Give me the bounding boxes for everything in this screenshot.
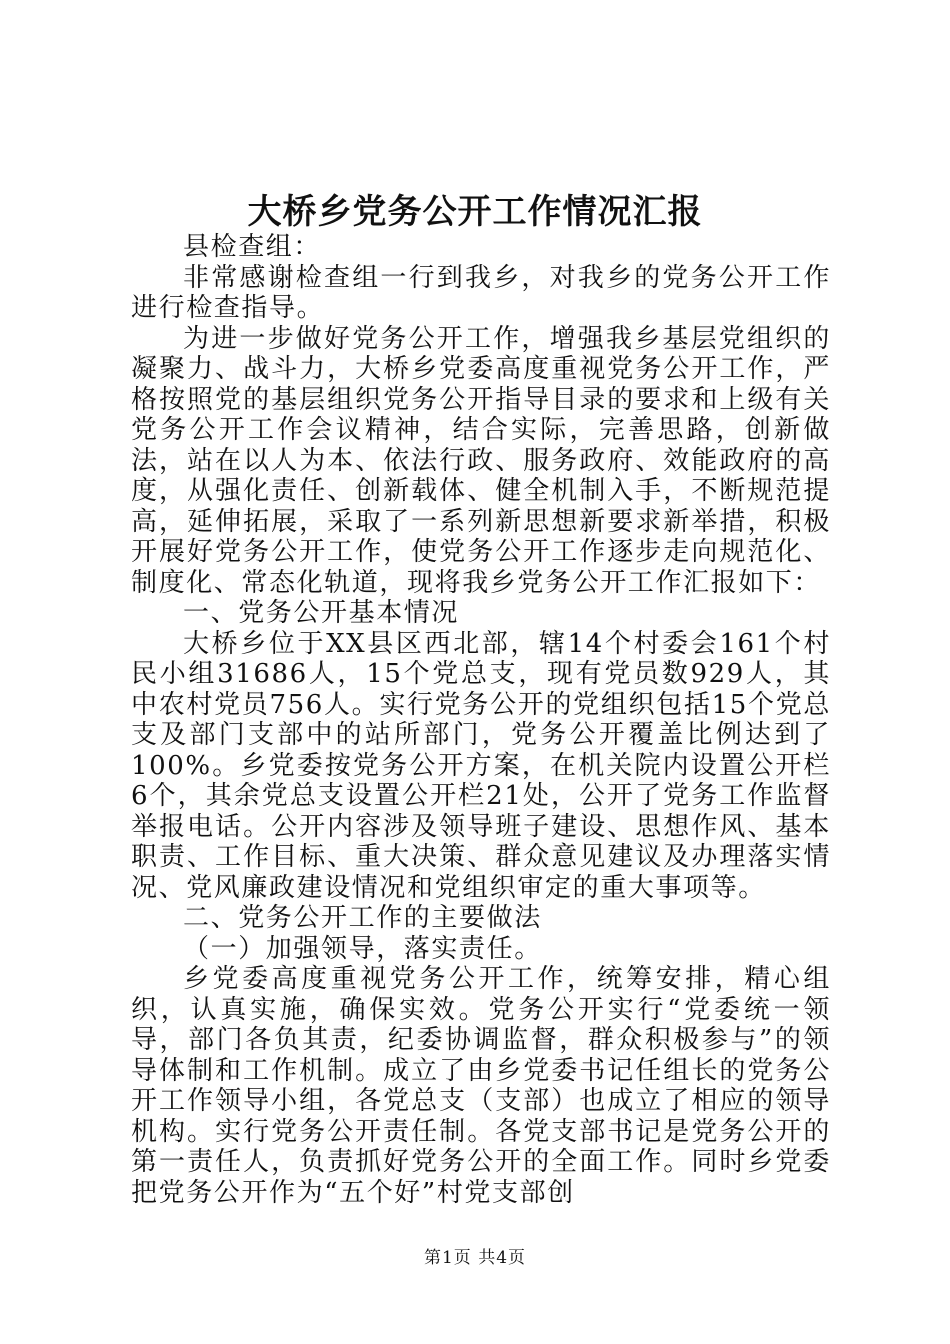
paragraph: 大桥乡位于XX县区西北部，辖14个村委会161个村民小组31686人，15个党总支，现有党员数929人，其中农村党员756人。实行党务公开的党组织包括15个党总支及部门支部中的站所部门，党务公开覆盖比例达到了100%。乡党委按党务公开方案，在机关院内设置公开栏6个，其余党总支设置公开栏21处，公开了党务工作监督举报电话。公开内容涉及领导班子建设、思想作风、基本职责、工作目标、重大决策、群众意见建议及办理落实情况、党风廉政建设情况和党组织审定的重大事项等。 [131, 628, 831, 903]
paragraph: 非常感谢检查组一行到我乡，对我乡的党务公开工作进行检查指导。 [131, 262, 831, 323]
page-number-footer: 第1页 共4页 [423, 1248, 527, 1268]
paragraph: 为进一步做好党务公开工作，增强我乡基层党组织的凝聚力、战斗力，大桥乡党委高度重视党务公开工作，严格按照党的基层组织党务公开指导目录的要求和上级有关党务公开工作会议精神，结合实际，完善思路，创新做法，站在以人为本、依法行政、服务政府、效能政府的高度，从强化责任、创新载体、健全机制入手，不断规范提高，延伸拓展，采取了一系列新思想新要求新举措，积极开展好党务公开工作，使党务公开工作逐步走向规范化、制度化、常态化轨道，现将我乡党务公开工作汇报如下： [131, 323, 831, 598]
paragraph: 乡党委高度重视党务公开工作，统筹安排，精心组织，认真实施，确保实效。党务公开实行“党委统一领导，部门各负其责，纪委协调监督，群众积极参与”的领导体制和工作机制。成立了由乡党委书记任组长的党务公开工作领导小组，各党总支（支部）也成立了相应的领导机构。实行党务公开责任制。各党支部书记是党务公开的第一责任人，负责抓好党务公开的全面工作。同时乡党委把党务公开作为“五个好”村党支部创 [131, 964, 831, 1208]
document-title: 大桥乡党务公开工作情况汇报 [247, 192, 703, 232]
subsection-heading: （一）加强领导，落实责任。 [183, 933, 542, 964]
document-body [131, 232, 831, 1208]
section-heading: 一、党务公开基本情况 [183, 598, 460, 628]
paragraph-salutation: 县检查组： [183, 232, 322, 262]
section-heading: 二、党务公开工作的主要做法 [183, 903, 542, 933]
